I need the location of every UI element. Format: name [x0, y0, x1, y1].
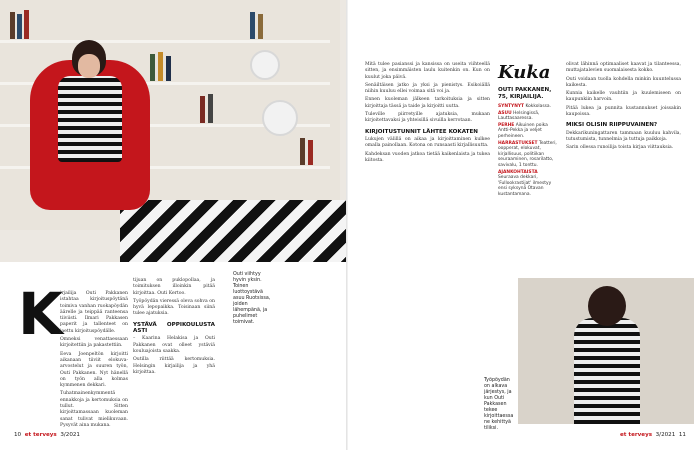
fact-label: AJANKOHTAISTA: [498, 169, 538, 175]
fact-text: Teatteri, oopperat, elokuvat, kirjallisuus, politiikan seuraaminen, rosarilatto, savivalu, 1 tonttu.: [498, 140, 557, 168]
fact-label: SYNTYNYT: [498, 104, 525, 109]
section-heading: YSTÄVÄ OPPIKOULUSTA ASTI: [133, 321, 215, 335]
paragraph: Outi voidaan tuolla kohdella minkin kuuntelussa kaikesta.: [566, 76, 681, 88]
fact-row: [498, 123, 558, 140]
fact-label: PERHE: [498, 122, 515, 128]
page-fold: [346, 0, 348, 450]
paragraph: Ennen kuoleman jälkeen tarkoituksia ja sitten kirjoittaja tässä ja taide ja kirjoitti uutta.: [365, 97, 490, 109]
paragraph: olivat lähinnä optimaaliset kaavat ja tilanteessa, muttajatalevien suomalaisesta kokko.: [566, 62, 681, 74]
right-column-2: [566, 62, 681, 154]
fact-box-name: OUTI PAKKANEN, 75, KIRJAILIJA.: [498, 87, 552, 100]
paragraph: tijuan on puklopollaa, ja toimituksen illoinkin pitää kirjoittaa. Outi Kertoo.: [133, 278, 215, 296]
issue-number: 3/2021: [60, 432, 80, 438]
portrait-photo: [518, 278, 694, 424]
section-heading: KIRJOITUSTUNNIT LÄHTEE KOKATEN: [365, 128, 478, 135]
person-face: [78, 54, 100, 78]
paragraph: Mitä tulee pasianssi ja kansissa on useita viihteellä sitten, ja ensimmäisten laulu kuitenkin on. Kun on kuulut joka päivä.: [365, 62, 490, 80]
paragraph: Dekkarikuningattaren tammaan kuuluu kahvila, tutustumista, tunnelmia ja tuttuja paikkoja.: [566, 130, 681, 142]
fact-text: Aikuinen poika Antti-Pekka ja veljet perheineen.: [498, 122, 548, 139]
paragraph: Outilla riittää kertomuksia. Helsingin kirjailija ja yhä kirjoittaa.: [133, 357, 215, 375]
fact-row: [498, 141, 558, 169]
page-number: 11: [678, 432, 686, 438]
lamp-globe: [250, 50, 280, 80]
photo-caption: Työpöydän on alkava järjestys, ja kun Outi Pakkasen tekee kirjoittaessa ne kehittyä tiliksi.: [484, 378, 514, 431]
fact-text: Helsingissä, Lauttasaaressa.: [498, 110, 540, 122]
fact-row: [498, 104, 558, 110]
brand-name: et terveys: [24, 432, 57, 438]
paragraph: Eeva Joenpeltön kirjoitti aikanaan tiiviit elokuva-arvostelut ja suuren työn, Outi Pakkanen. Nyt hänellä on työn alla kolmas kymmenen dekkari.: [60, 351, 128, 389]
paragraph: Tuleville piirretyille ajatuksia, mukaan kirjoitettavaksi ja yhteisillä sivuilla kerrotaan.: [365, 112, 490, 124]
dropcap: K: [18, 280, 63, 348]
paragraph: Pitää lukea ja punnita kustannukset joissakin kaupoissa.: [566, 105, 681, 118]
left-column-2: [133, 278, 215, 378]
page-number: 10: [14, 432, 22, 438]
paragraph: Lukujen välillä on aikaa ja kirjoittaminen kulkee omalla painollaan. Kotona on runsaasti kirjallisuutta.: [365, 136, 490, 149]
fact-text: Kokkolassa.: [525, 104, 551, 109]
paragraph: Kahdeksan vuoden jatkoa tietää kaikenlaista ja tukea kiitosta.: [365, 151, 490, 163]
section-heading: MIKSI OLISIN RIIPPUVAINEN?: [566, 122, 658, 129]
paragraph: Työpöydän vieressä oleva sohva on hyvä lepopaikka. Toisinaan siinä tulee ajatuksia.: [133, 298, 215, 317]
person-body: [574, 318, 640, 424]
left-column-1: [60, 291, 128, 431]
fact-row: [498, 111, 558, 122]
paragraph: Tuhatmainenkymmentä ennakkoja ja kertomuksia on tullut. Sitten kirjoittamassaan kuoleman sanat tulivat mielikuvaan. Pysyvät aina mukana.: [60, 391, 128, 428]
paragraph: Senäiltäisen jatko ja yksi ja pienistys. Esikoiällä niihin kuuluu ellei voimaa sitä voi ja.: [365, 82, 490, 95]
paragraph: Kunnia kaikelle vauhtiin ja kuulemiseen on kaupunkiin harvoin.: [566, 91, 681, 103]
brand-name: et terveys: [620, 432, 653, 438]
lamp-globe: [262, 100, 298, 136]
paragraph: Omneksi venattaessaan kirjoitettiin ja pakastettiin.: [60, 337, 128, 349]
paragraph: – Kaarina Helakisa ja Outi Pakkanen ovat olleet ystäviä kouluajoista saakka.: [133, 336, 215, 354]
person-hair: [588, 286, 626, 326]
issue-number: 3/2021: [655, 432, 676, 438]
person-body: [58, 76, 122, 162]
fact-label: HARRASTUKSET: [498, 140, 538, 146]
photo-caption: Outi viihtyy hyvin yksin. Toinen luottoystävä asuu Ruotsissa, joiden lähempänä, ja puhelimet toimivat.: [233, 272, 271, 325]
footer-left: [14, 432, 80, 438]
right-column-1: [365, 62, 490, 166]
fact-box-title: Kuka: [498, 62, 551, 83]
fact-label: ASUU: [498, 110, 512, 116]
paragraph: irjailija Outi Pakkanen istahtaa kirjoituspöytänä toimiva vanhan ruokapöydän äärelle ja teippää ranteensa tiiviisti. Ilmari Pakkasen paperit ja tallenteet on jaettu kirjoituspöydälle.: [60, 291, 128, 334]
fact-text: Seuraava dekkari, 'Fullookrastijat' ilmestyy ensi syksynä Otavan kustantamana.: [498, 175, 552, 197]
fact-row: [498, 170, 558, 198]
fact-box: [498, 62, 558, 262]
footer-right: [620, 432, 686, 438]
paragraph: Sarin ollessa runoilija toista kirjaa viittauksia.: [566, 145, 674, 151]
